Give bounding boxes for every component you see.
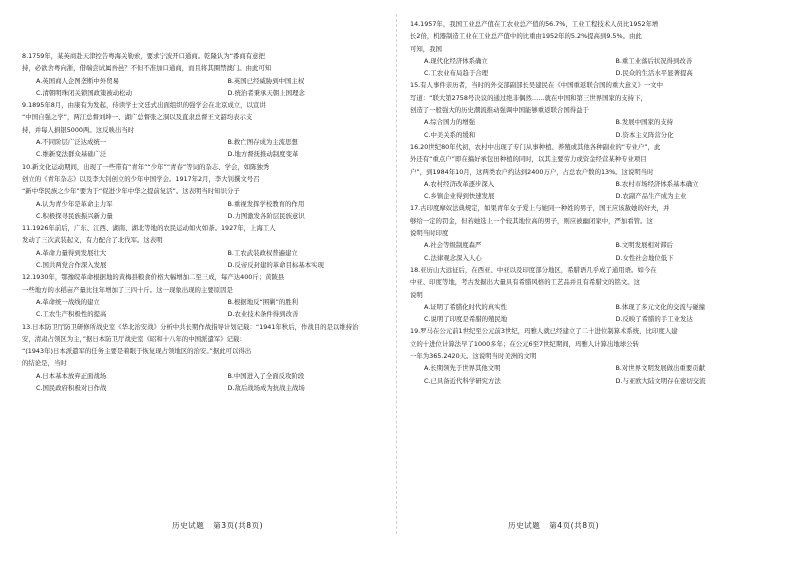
answer-option: B.中国进入了全面反攻阶段 (227, 371, 305, 380)
right-page (410, 0, 785, 565)
answer-option: C.中美关系的缓和 (424, 130, 476, 139)
question-text: 16.20世纪80年代初，农村中出现了专门从事种植、养殖或其他各种副业的“专业户”，此 (410, 142, 661, 151)
question-text: 的结论是，当时 (22, 359, 67, 368)
answer-option: A.综合国力的增强 (424, 118, 476, 127)
answer-option: A.不同阶层广泛达成统一 (36, 138, 107, 147)
answer-option: A.长期领先于世界其他文明 (424, 364, 501, 373)
answer-options (22, 370, 397, 395)
answer-option: A.革命统一战线的建立 (36, 297, 100, 306)
question-text: 11.1926年前后，广东、江西、湖南、湖北等地的农民运动如火如荼。1927年，上海工人 (22, 224, 276, 233)
question-text: 立的十进位计算法早了1000多年；在公元6至7世纪期间，玛雅人计算出地球公转 (410, 339, 639, 348)
answer-option: B.对世界文明发展做出重要贡献 (615, 364, 705, 373)
answer-option: B.发展中国家的支持 (615, 118, 674, 127)
question-text: 12.1930年，鄂豫皖革命根据地的黄梅县粮食价格大幅增加二至三成，每产达400斤；黄陂县 (22, 273, 285, 282)
question-text: 发动了三次武装起义，有力配合了北伐军。这表明 (22, 236, 163, 245)
question-block (410, 79, 785, 140)
page-footer: 历史试题 第3页(共8页) (172, 521, 264, 530)
question-text: “中国自强之学”，两江总督刘坤一、湖广总督张之洞以及直隶总督王文韶均表示支 (22, 113, 253, 122)
answer-option: D.敌后战场成为抗战主战场 (227, 384, 305, 393)
answer-option: C.已具备近代科学研究方法 (424, 376, 501, 385)
answer-option: A.日本基本放弃正面战场 (36, 371, 107, 380)
answer-option: B.根据地反“围剿”的胜利 (227, 297, 299, 306)
question-block (22, 161, 397, 222)
question-text: 15.有人事件亲历者，当时的外交部副部长吴建民在《中国重返联合国的重大意义》一文中 (410, 81, 664, 90)
answer-option: D.与亚欧大陆文明存在密切交流 (615, 376, 706, 385)
answer-options (22, 247, 397, 272)
answer-options (410, 239, 785, 264)
answer-option: B.救亡图存成为主流思想 (227, 138, 298, 147)
question-text: 创立的《青年杂志》以及李大钊创立的少年中国学会。1917年2月，李大钊撰文号召 (22, 174, 260, 183)
question-text: “(1943年)日本派遣军的任务主要是着眼于恢复现占领地区的治安。”据此可以得出 (22, 347, 252, 356)
answer-options (410, 178, 785, 203)
question-text: 一些地方的水稻亩产量比往年增加了三四十斤。这一现象出现的主要原因是 (22, 285, 233, 294)
answer-option: C.维新变法群众基础广泛 (36, 150, 107, 159)
answer-option: C.说明了印度是希腊的殖民地 (424, 315, 508, 324)
answer-option: B.重工业落后状况得到改善 (615, 56, 693, 65)
answer-option: B.重视发挥学校教育的作用 (227, 199, 305, 208)
question-block (22, 321, 397, 395)
question-text: 创造了一般强大的历史潮流推动强调中国能够重返联合国得益于 (410, 106, 589, 115)
answer-options (22, 75, 397, 100)
answer-option: B.工农武装政权普遍建立 (227, 248, 298, 257)
answer-option: D.女性社会地位低下 (615, 253, 674, 262)
answer-option: C.法律观念深入人心 (424, 253, 482, 262)
answer-option: C.国民政府积极对日作战 (36, 384, 107, 393)
question-text: 写道：“联大第2758号决议的通过绝非偶然……就在中国和第三世界国家的支持下， (410, 93, 647, 102)
question-block (410, 264, 785, 325)
answer-option: A.认为青少年是革命主力军 (36, 199, 113, 208)
question-block (410, 18, 785, 79)
answer-options (22, 136, 397, 161)
question-block (410, 202, 785, 263)
answer-option: C.工农生产积极性的提高 (36, 310, 107, 319)
question-text: 17.古印度摩奴法典规定，如果青年女子爱上与她同一种姓的男子，国王应该赦她的奸夫，并 (410, 204, 670, 213)
question-text: 说明 (410, 290, 423, 299)
answer-option: D.民众的生活水平显著提高 (615, 69, 693, 78)
answer-option: B.体现了多元文化的交流与碰撞 (615, 302, 705, 311)
question-text: 18.亚历山大远征后，在西亚、中亚以及印度部分地区，希腊语几乎成了通用语。如今在 (410, 265, 657, 274)
answer-options (410, 116, 785, 141)
question-block (22, 99, 397, 160)
question-list (410, 18, 785, 387)
answer-option: C.乡镇企业得到快速发展 (424, 192, 495, 201)
question-text: 外还有“重点户”即在搞好承包田种植的同时，以其主要劳力或资金经营某种专业项目 (410, 155, 647, 164)
answer-options (22, 296, 397, 321)
question-text: 一年为365.2420天。这说明当时美洲的文明 (410, 352, 537, 361)
question-list (22, 50, 397, 394)
answer-option: A.农村经济改革逐步深入 (424, 179, 495, 188)
answer-options (410, 301, 785, 326)
answer-option: B.英国已经威胁到中国主权 (227, 76, 305, 85)
question-block (22, 50, 397, 99)
answer-option: C.清朝明珠闭关锁国政策被动松动 (36, 88, 132, 97)
question-block (22, 271, 397, 320)
question-text: 13.日本防卫厅防卫研修所战史室《华北治安战》分析中共长期作战指导计划记载：“1941年秋后，作战目的是以维持治 (22, 322, 359, 331)
question-text: 8.1759年，某英商赴天津控告粤海关勒索，要求宁波开口通商。乾隆认为“番商有意把 (22, 52, 265, 60)
question-text: 户”，到1984年10月，这两类农户约达到2400万户，占总农户数的13%。这说明当时 (410, 167, 654, 176)
question-text: 够给一定的罚金，但若她选上一个较其地位高的男子，则应被幽闭家中，严加看管。这 (410, 216, 653, 225)
answer-option: D.统治者秉承天朝上国理念 (227, 88, 305, 97)
question-text: 14.1957年，我国工业总产值在工农业总产值的56.7%，工业工程技术人员比1952年增 (410, 20, 659, 28)
question-text: “新中华民族之少年”要为于“促进少年中华之提前复活”。这表明当时知识分子 (22, 187, 240, 196)
answer-options (410, 55, 785, 80)
question-block (410, 141, 785, 202)
question-text: 持，必欲舍粤向浙，借端尝试属吾邑？不但不准加口通商，而且将其圈禁澳门。由此可知 (22, 64, 272, 73)
answer-option: C.工农业布局趋于合理 (424, 69, 489, 78)
answer-option: C.国共两党合作深入发展 (36, 261, 107, 270)
answer-options (410, 362, 785, 387)
answer-option: A.现代化经济体系确立 (424, 56, 488, 65)
answer-option: A.证明了希腊化时代的真实性 (424, 302, 507, 311)
question-text: 可知，我国 (410, 44, 442, 53)
answer-option: D.农业技术条件得到改善 (227, 310, 299, 319)
question-text: 10.新文化运动期间，出现了一些带有“青年”“少年”“青春”等词的杂志、学会，如陈独秀 (22, 162, 270, 171)
page-footer: 历史试题 第4页(共8页) (508, 521, 600, 530)
answer-option: D.农副产品生产成为主业 (615, 192, 687, 201)
question-text: 中亚、印度等地，考古发掘出大量具有希腊风格的工艺品并且有希腊文的铭文。这 (410, 278, 641, 287)
answer-option: C.积极探寻民族振兴新力量 (36, 211, 113, 220)
answer-option: D.反帝反封建的革命目标基本实现 (227, 261, 324, 270)
answer-option: A.社会等级制度森严 (424, 241, 482, 250)
answer-option: A.英国商人企图垄断中外贸易 (36, 76, 119, 85)
question-text: 9.1895年8月，由康有为发起，侍读学士文廷式出面组织的强学会在北京成立，以宣讲 (22, 101, 266, 110)
question-block (22, 222, 397, 271)
answer-option: B.农村市场经济体系基本确立 (615, 179, 699, 188)
question-text: 安，清肃占领区为主，”据日本防卫厅战史室《昭和十八年的中国派遣军》记载： (22, 334, 246, 343)
answer-option: D.反映了希腊的手工业发达 (615, 315, 693, 324)
answer-option: B.文明发展相对滞后 (615, 241, 674, 250)
answer-option: A.革命力量得到发展壮大 (36, 248, 107, 257)
answer-option: D.资本主义阵营分化 (615, 130, 674, 139)
answer-option: D.力图激发各阶层民族意识 (227, 211, 305, 220)
answer-option: D.地方督抚推动制度变革 (227, 150, 299, 159)
left-page (22, 0, 397, 565)
question-text: 长2倍，机器制造工业在工业总产值中的比重由1952年的5.2%提高到9.5%。由此 (410, 32, 642, 41)
answer-options (22, 198, 397, 223)
question-text: 说明当时印度 (410, 229, 449, 238)
question-text: 持，并每人捐银5000两。这反映出当时 (22, 125, 135, 134)
question-block (410, 325, 785, 386)
question-text: 19.罗马在公元前1世纪至公元前3世纪，玛雅人就已经建立了二十进位制算术系统，比印度人建 (410, 327, 678, 336)
